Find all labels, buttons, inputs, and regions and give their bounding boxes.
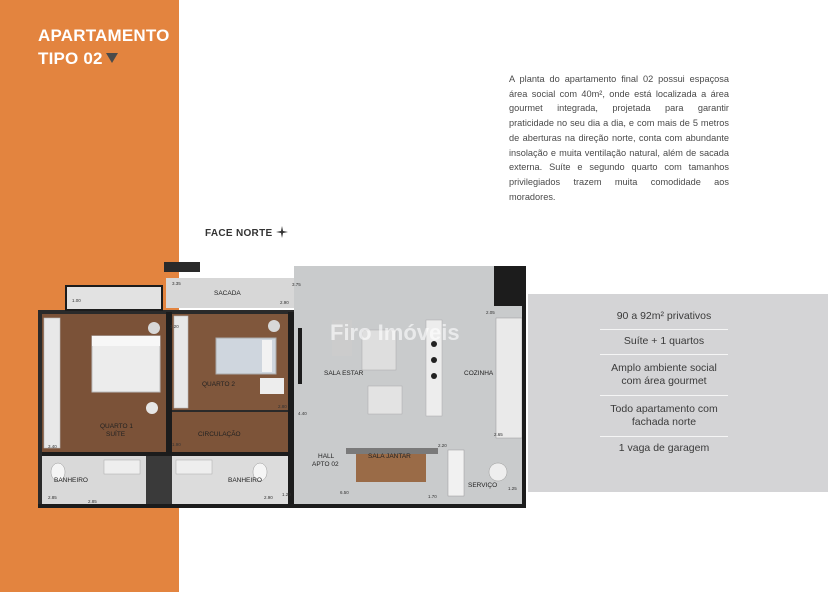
quarto1-wardrobe <box>44 318 60 448</box>
dim-100: 1.00 <box>72 298 81 303</box>
quarto2-lamp <box>268 320 280 332</box>
orientation-label-text: FACE NORTE <box>205 228 273 239</box>
balcony-planter <box>164 262 200 272</box>
dim-120: 1.20 <box>282 492 291 497</box>
dim-280: 2.80 <box>278 404 287 409</box>
dim-375: 3.75 <box>292 282 301 287</box>
label-sacada: SACADA <box>214 290 241 297</box>
compass-star-icon <box>276 226 288 238</box>
wall-right <box>522 266 526 508</box>
wall-social <box>288 312 294 508</box>
quarto1-chair <box>146 402 158 414</box>
label-quarto2: QUARTO 2 <box>202 381 235 388</box>
stool-2 <box>431 357 437 363</box>
feature-parking: 1 vaga de garagem <box>618 442 710 454</box>
feature-social-area: Amplo ambiente social com área gourmet <box>600 355 728 396</box>
wall-bathrooms <box>42 452 290 456</box>
quarto2-desk <box>260 378 284 394</box>
label-quarto1-suite: SUÍTE <box>106 431 126 438</box>
sofa <box>368 386 402 414</box>
label-cozinha: COZINHA <box>464 370 494 377</box>
dim-320: 3.20 <box>170 324 179 329</box>
label-hall: HALL <box>318 453 335 460</box>
dim-220: 2.20 <box>438 443 447 448</box>
tv-panel <box>298 328 302 384</box>
quarto2-pillow <box>262 340 272 372</box>
label-circulacao: CIRCULAÇÃO <box>198 431 241 438</box>
service-cabinet <box>448 450 464 496</box>
quarto1-pillows <box>92 336 160 346</box>
kitchen-counter <box>496 318 522 438</box>
title-line-2-text: TIPO 02 <box>38 49 103 68</box>
dim-170: 1.70 <box>428 494 437 499</box>
dim-285-right: 2.85 <box>88 499 97 504</box>
shaft <box>146 456 172 504</box>
dim-335: 3.35 <box>172 281 181 286</box>
label-servico: SERVIÇO <box>468 482 498 489</box>
dim-650: 6.50 <box>340 490 349 495</box>
sink-left <box>104 460 140 474</box>
feature-area: 90 a 92m² privativos <box>600 305 728 330</box>
dim-440: 4.40 <box>298 411 307 416</box>
dim-125: 1.25 <box>508 486 517 491</box>
dim-285-left: 2.85 <box>48 495 57 500</box>
watermark-text: Firo Imóveis <box>330 320 460 345</box>
dim-340: 3.40 <box>48 444 57 449</box>
sink-right <box>176 460 212 474</box>
label-quarto1: QUARTO 1 <box>100 423 133 430</box>
page-title <box>38 24 170 70</box>
floor-plan <box>36 258 528 510</box>
label-sala-estar: SALA ESTAR <box>324 370 364 377</box>
label-sala-jantar: SALA JANTAR <box>368 453 411 460</box>
description-paragraph: A planta do apartamento final 02 possui espaçosa área social com 40m², onde está localizada a área gourmet integrada, projetada para garantir praticidade no seu dia a dia, e com mais de 5 metros de aberturas na direção norte, conta com abundante insolação e muita ventilação natural, além de sacada externa. Suíte e segundo quarto com tamanhos privilegiados trazem muita comodidade aos moradores. <box>509 74 729 202</box>
features-list <box>600 305 728 461</box>
title-line-1: APARTAMENTO <box>38 26 170 45</box>
dim-190: 1.90 <box>172 442 181 447</box>
triangle-down-icon <box>106 53 118 63</box>
washing-machine <box>489 463 507 481</box>
label-banheiro-right: BANHEIRO <box>228 477 262 484</box>
dim-265: 2.65 <box>494 432 503 437</box>
dim-290: 2.90 <box>280 300 289 305</box>
dim-205: 2.05 <box>486 310 495 315</box>
wall-bottom <box>38 504 526 508</box>
feature-bedrooms: Suíte + 1 quartos <box>600 330 728 355</box>
label-hall-apto: APTO 02 <box>312 461 339 468</box>
label-banheiro-left: BANHEIRO <box>54 477 88 484</box>
quarto1-lamp <box>148 322 160 334</box>
quarto2-wardrobe <box>174 316 188 408</box>
orientation-label <box>205 226 288 239</box>
feature-north-facade: Todo apartamento com fachada norte <box>600 396 728 437</box>
stool-3 <box>431 373 437 379</box>
dim-290-bath: 2.90 <box>264 495 273 500</box>
wall-quarto-divider <box>166 312 172 452</box>
title-line-2 <box>38 47 170 70</box>
air-conditioner-area <box>494 266 524 306</box>
